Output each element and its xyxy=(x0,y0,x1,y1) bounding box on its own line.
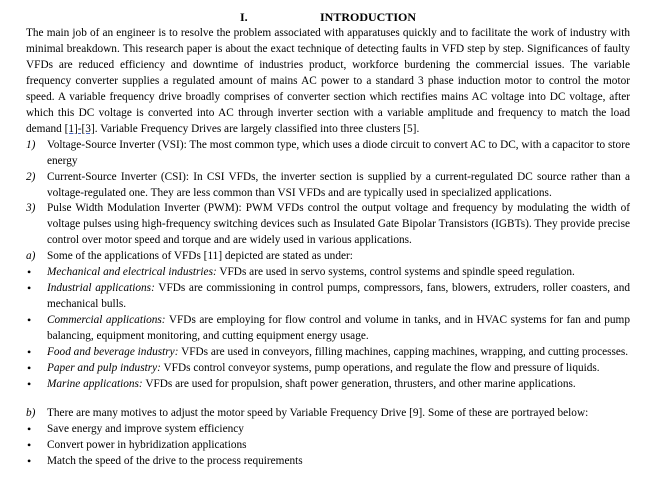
numbered-item xyxy=(26,201,630,249)
item-letter: a) xyxy=(26,250,36,263)
applications-intro xyxy=(26,249,630,265)
list-item xyxy=(26,454,630,470)
item-label: Marine applications: xyxy=(47,377,143,390)
item-text: Some of the applications of VFDs [11] depicted are stated as under: xyxy=(47,250,353,263)
item-text: Match the speed of the drive to the process requirements xyxy=(47,454,303,467)
item-letter: b) xyxy=(26,406,36,419)
item-label: Commercial applications: xyxy=(47,314,166,327)
item-text: VFDs are used in servo systems, control systems and spindle speed regulation. xyxy=(216,266,575,279)
citation-link[interactable]: [1]-[3] xyxy=(64,122,95,135)
item-text: VFDs are commissioning in control pumps, compressors, fans, blowers, extruders, roller coasters, and mechanical bulls. xyxy=(47,282,630,311)
bullet-icon: • xyxy=(27,437,32,452)
intro-paragraph xyxy=(26,26,630,138)
item-text: Save energy and improve system efficiency xyxy=(47,422,244,435)
list-item xyxy=(26,345,630,361)
item-label: Food and beverage industry: xyxy=(47,346,179,359)
item-number: 1) xyxy=(26,138,36,151)
bullet-icon: • xyxy=(27,361,32,376)
bullet-icon: • xyxy=(27,453,32,468)
item-text: VFDs control conveyor systems, pump operations, and regulate the flow and pressure of liquids. xyxy=(160,362,600,375)
item-text: VFDs are employing for flow control and volume in tanks, and in HVAC systems for fan and pump balancing, equipment monitoring, and cutting equipment energy usage. xyxy=(47,314,630,343)
intro-text: The main job of an engineer is to resolve the problem associated with apparatuses quickly and to facilitate the work of industry with minimal breakdown. This research paper is about the exact technique of detecting faults in VFD step by step. Significances of faulty VFDs are reduced efficiency and downtime of industries product, workforce burdening the commercial issues. The variable frequency converter supplies a regulated amount of mains AC power to a standard 3 phase induction motor to control the motor speed. A variable frequency drive broadly comprises of converter section which rectifies mains AC voltage into DC voltage, after which this DC voltage is converted into AC through inverter section with a variable amplitude and frequency to match the load demand xyxy=(26,27,630,135)
list-item xyxy=(26,422,630,438)
list-item xyxy=(26,313,630,345)
bullet-icon: • xyxy=(27,281,32,296)
motives-intro xyxy=(26,406,630,422)
intro-text-end: . Variable Frequency Drives are largely classified into three clusters [5]. xyxy=(94,122,420,135)
list-item xyxy=(26,265,630,281)
numbered-item xyxy=(26,138,630,170)
item-text: Convert power in hybridization applications xyxy=(47,438,247,451)
document-page xyxy=(26,10,630,470)
section-heading xyxy=(26,10,630,25)
item-text: VFDs are used in conveyors, filling machines, capping machines, wrapping, and cutting processes. xyxy=(178,346,629,359)
list-item xyxy=(26,281,630,313)
item-text: Current-Source Inverter (CSI): In CSI VFDs, the inverter section is supplied by a current-regulated DC source rather than a voltage-regulated one. They are less common than VSI VFDs and are typically used in specialized applications. xyxy=(47,170,630,199)
list-item xyxy=(26,361,630,377)
item-label: Industrial applications: xyxy=(47,282,155,295)
item-text: VFDs are used for propulsion, shaft power generation, thrusters, and other marine applications. xyxy=(142,377,576,390)
spacer xyxy=(26,393,630,406)
list-item xyxy=(26,377,630,393)
item-number: 2) xyxy=(26,170,36,183)
section-number: I. xyxy=(239,10,248,24)
list-item xyxy=(26,438,630,454)
section-title: INTRODUCTION xyxy=(319,10,416,24)
bullet-icon: • xyxy=(27,376,32,391)
item-text: There are many motives to adjust the motor speed by Variable Frequency Drive [9]. Some of these are portrayed below: xyxy=(47,406,589,419)
item-label: Mechanical and electrical industries: xyxy=(47,266,217,279)
numbered-item xyxy=(26,170,630,202)
bullet-icon: • xyxy=(27,265,32,280)
bullet-icon: • xyxy=(27,345,32,360)
item-text: Pulse Width Modulation Inverter (PWM): PWM VFDs control the output voltage and frequency by modulating the width of voltage pulses using high-frequency switching devices such as Insulated Gate Bipolar Transistors (IGBTs). They provide precise control over motor speed and torque and are widely used in various applications. xyxy=(47,202,630,247)
bullet-icon: • xyxy=(27,421,32,436)
item-text: Voltage-Source Inverter (VSI): The most common type, which uses a diode circuit to convert AC to DC, with a capacitor to store energy xyxy=(47,138,630,167)
bullet-icon: • xyxy=(27,313,32,328)
item-number: 3) xyxy=(26,202,36,215)
item-label: Paper and pulp industry: xyxy=(47,362,161,375)
